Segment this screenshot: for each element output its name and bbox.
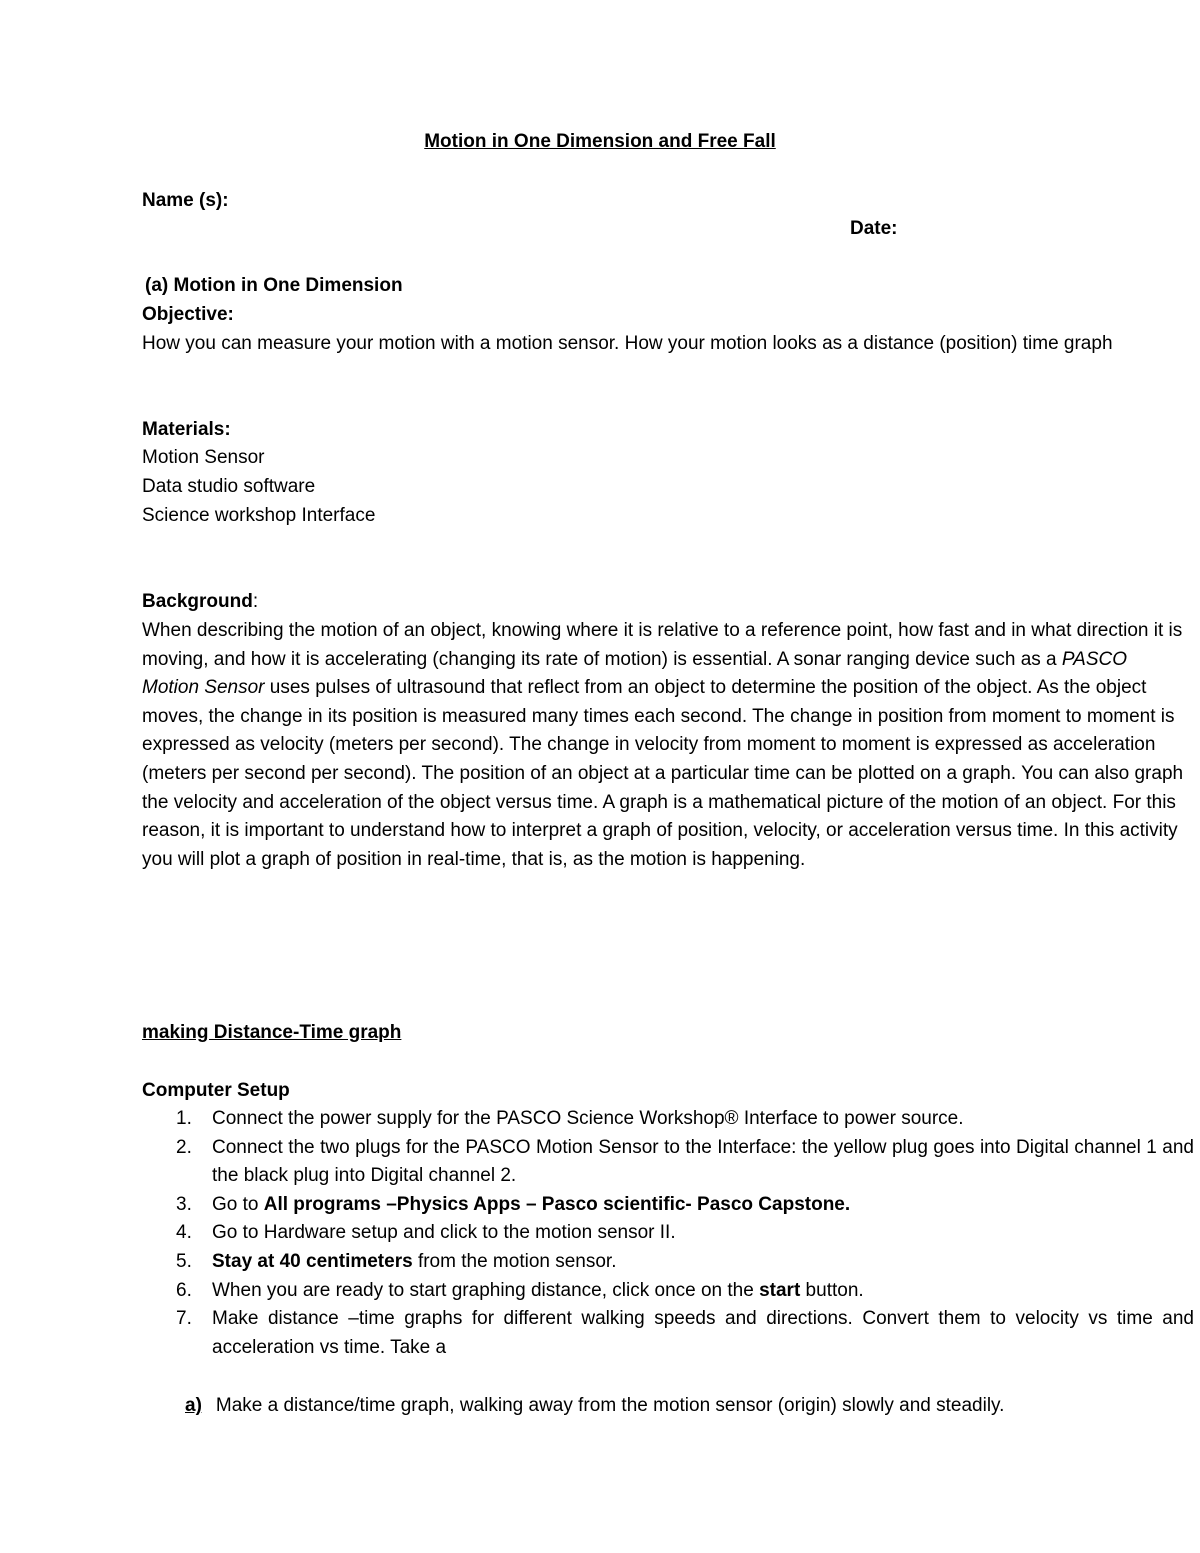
step-text: When you are ready to start graphing distance, click once on the bbox=[212, 1279, 760, 1301]
step-number: 5. bbox=[176, 1250, 192, 1272]
sub-item-text: Make a distance/time graph, walking away from the motion sensor (origin) slowly and steadily. bbox=[215, 1395, 1005, 1416]
step-text: Make distance –time graphs for different walking speeds and directions. Convert them to velocity vs time and acceleration vs time. Take a bbox=[212, 1308, 1194, 1358]
step-text: Go to bbox=[212, 1193, 264, 1215]
list-item bbox=[142, 1134, 1194, 1191]
step-text: Connect the power supply for the PASCO Science Workshop® Interface to power source. bbox=[212, 1108, 964, 1129]
sub-item-a bbox=[185, 1392, 1004, 1421]
material-item: Data studio software bbox=[142, 476, 316, 497]
list-item bbox=[142, 1105, 1194, 1134]
step-text: Go to Hardware setup and click to the motion sensor II. bbox=[212, 1222, 676, 1244]
step-text: from the motion sensor. bbox=[412, 1250, 617, 1272]
background-paragraph bbox=[142, 617, 1184, 874]
list-item bbox=[142, 1219, 1194, 1248]
background-colon: : bbox=[252, 591, 259, 612]
step-bold-text: All programs –Physics Apps – Pasco scientific- Pasco Capstone. bbox=[263, 1193, 851, 1215]
material-item: Motion Sensor bbox=[142, 447, 265, 468]
background-italic: PASCO Motion Sensor bbox=[142, 648, 1127, 699]
list-item bbox=[142, 1191, 1194, 1220]
computer-setup-heading: Computer Setup bbox=[142, 1080, 290, 1101]
name-label: Name (s): bbox=[142, 190, 229, 211]
graph-heading: making Distance-Time graph bbox=[142, 1022, 402, 1043]
step-bold-text: Stay at 40 centimeters bbox=[212, 1250, 413, 1272]
objective-label: Objective: bbox=[142, 304, 234, 325]
background-text-2: uses pulses of ultrasound that reflect from an object to determine the position of the object. As the object moves, the change in its position is measured many times each second. The change in position from moment to moment is expressed as velocity (meters per second). The change in velocity from moment to moment is expressed as acceleration (meters per second per second). The position of an object at a particular time can be plotted on a graph. You can also graph the velocity and acceleration of the object versus time. A graph is a mathematical picture of the motion of an object. For this reason, it is important to understand how to interpret a graph of position, velocity, or acceleration versus time. In this activity you will plot a graph of position in real-time, that is, as the motion is happening. bbox=[142, 677, 1184, 870]
setup-steps-list bbox=[142, 1105, 1194, 1362]
background-text-1: When describing the motion of an object, knowing where it is relative to a reference point, how fast and in what direction it is moving, and how it is accelerating (changing its rate of motion) is essential. A sonar ranging device such as a bbox=[142, 620, 1183, 670]
list-item bbox=[142, 1305, 1194, 1362]
materials-label: Materials: bbox=[142, 419, 231, 440]
document-title: Motion in One Dimension and Free Fall bbox=[424, 131, 776, 152]
step-number: 7. bbox=[176, 1308, 192, 1330]
material-item: Science workshop Interface bbox=[142, 505, 376, 526]
step-text: Connect the two plugs for the PASCO Motion Sensor to the Interface: the yellow plug goes into Digital channel 1 and the black plug into Digital channel 2. bbox=[212, 1136, 1194, 1187]
list-item bbox=[142, 1248, 1194, 1277]
step-number: 4. bbox=[176, 1222, 192, 1244]
step-number: 3. bbox=[176, 1193, 192, 1215]
step-number: 1. bbox=[176, 1108, 192, 1129]
step-bold-text: start bbox=[759, 1279, 801, 1301]
step-number: 6. bbox=[176, 1279, 192, 1301]
list-item bbox=[142, 1277, 1194, 1306]
section-a-heading: (a) Motion in One Dimension bbox=[145, 275, 403, 296]
step-text: button. bbox=[800, 1279, 864, 1301]
date-label: Date: bbox=[850, 218, 898, 239]
background-label: Background bbox=[142, 591, 253, 612]
objective-text: How you can measure your motion with a motion sensor. How your motion looks as a distance (position) time graph bbox=[142, 333, 1113, 354]
step-number: 2. bbox=[176, 1136, 192, 1158]
sub-item-label: a) bbox=[185, 1395, 202, 1416]
background-heading bbox=[142, 588, 258, 617]
